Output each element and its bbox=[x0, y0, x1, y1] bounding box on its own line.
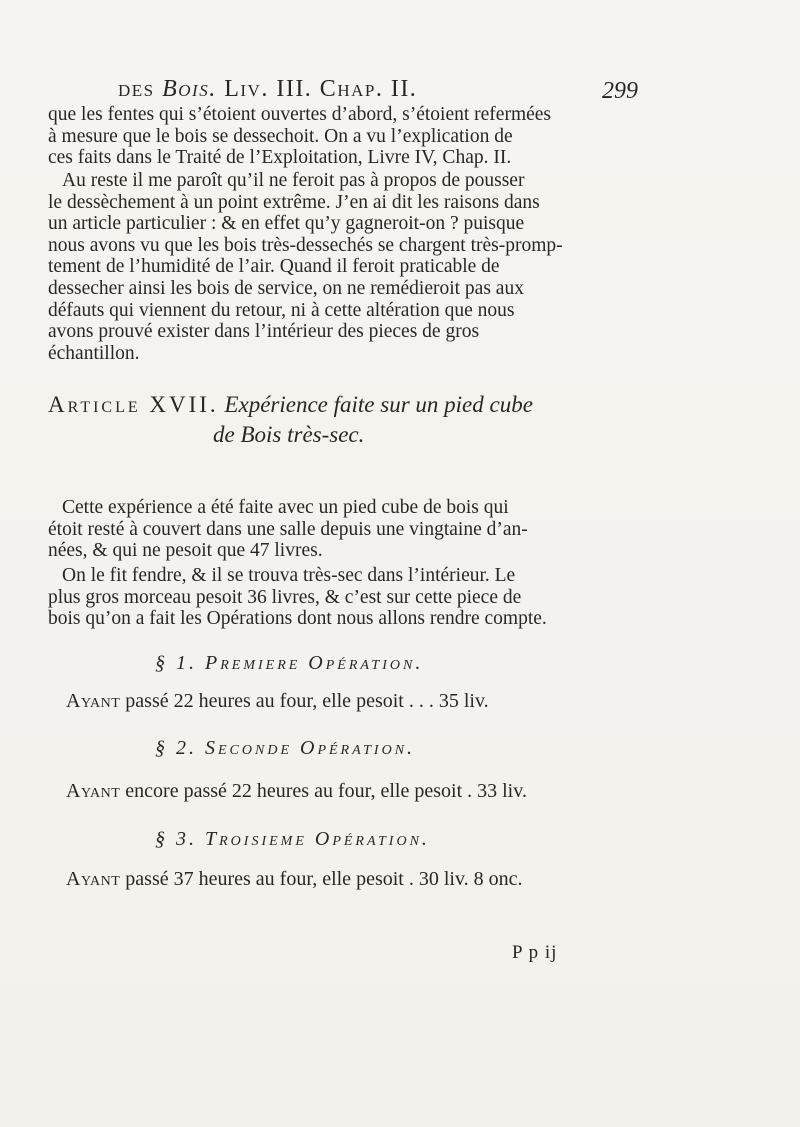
running-title-italic: Bois. bbox=[162, 76, 217, 102]
section-heading-1 bbox=[155, 652, 423, 675]
operation-line-1 bbox=[66, 690, 489, 713]
text-line: Cette expérience a été faite avec un pied cube de bois qui bbox=[62, 497, 509, 518]
operation-lead: Ayant bbox=[66, 690, 121, 712]
article-title-line-2: de Bois très-sec. bbox=[213, 422, 365, 447]
operation-text: encore passé 22 heures au four, elle pesoit . 33 liv. bbox=[125, 780, 527, 802]
text-line: dessecher ainsi les bois de service, on ne remédieroit pas aux bbox=[48, 277, 524, 299]
text-line: défauts qui viennent du retour, ni à cette altération que nous bbox=[48, 299, 515, 321]
operation-lead: Ayant bbox=[66, 780, 121, 802]
section-heading-text: § 3. Troisieme Opération. bbox=[155, 828, 430, 850]
article-title-line-1: Expérience faite sur un pied cube bbox=[224, 392, 533, 417]
text-line: que les fentes qui s’étoient ouvertes d’abord, s’étoient refermées bbox=[48, 104, 552, 125]
signature-mark: P p ij bbox=[512, 942, 558, 963]
text-line: On le fit fendre, & il se trouva très-sec dans l’intérieur. Le bbox=[62, 565, 516, 586]
operation-text: passé 22 heures au four, elle pesoit . . . 35 liv. bbox=[125, 690, 489, 712]
text-line: un article particulier : & en effet qu’y gagneroit-on ? puisque bbox=[48, 213, 525, 235]
text-line: Au reste il me paroît qu’il ne feroit pas à propos de pousser bbox=[62, 170, 525, 191]
paragraph-1 bbox=[48, 104, 752, 169]
operation-text: passé 37 heures au four, elle pesoit . 30 liv. 8 onc. bbox=[125, 868, 523, 890]
running-title-rest: Liv. III. Chap. II. bbox=[224, 76, 418, 102]
article-heading bbox=[48, 390, 752, 450]
text-line: le dessèchement à un point extrême. J’en ai dit les raisons dans bbox=[48, 191, 540, 213]
text-line: plus gros morceau pesoit 36 livres, & c’est sur cette piece de bbox=[48, 586, 522, 608]
paragraph-2 bbox=[48, 170, 752, 364]
text-line: tement de l’humidité de l’air. Quand il feroit praticable de bbox=[48, 256, 500, 278]
operation-line-2 bbox=[66, 780, 527, 803]
section-heading-2 bbox=[155, 737, 415, 760]
section-heading-text: § 2. Seconde Opération. bbox=[155, 737, 416, 759]
section-heading-3 bbox=[155, 828, 430, 851]
text-line: à mesure que le bois se dessechoit. On a vu l’explication de bbox=[48, 125, 513, 147]
text-line: échantillon. bbox=[48, 342, 140, 364]
paragraph-3 bbox=[48, 497, 752, 562]
text-line: bois qu’on a fait les Opérations dont nous allons rendre compte. bbox=[48, 608, 547, 630]
operation-lead: Ayant bbox=[66, 868, 121, 890]
text-line: ces faits dans le Traité de l’Exploitation, Livre IV, Chap. II. bbox=[48, 147, 512, 169]
page-number: 299 bbox=[602, 78, 638, 104]
article-label: Article XVII. bbox=[48, 392, 219, 417]
text-line: avons prouvé exister dans l’intérieur des pieces de gros bbox=[48, 321, 480, 343]
section-heading-text: § 1. Premiere Opération. bbox=[155, 652, 424, 674]
text-line: nous avons vu que les bois très-dessechés se chargent très-promp- bbox=[48, 234, 563, 256]
running-title bbox=[118, 76, 417, 103]
text-line: étoit resté à couvert dans une salle depuis une vingtaine d’an- bbox=[48, 518, 528, 540]
operation-line-3 bbox=[66, 868, 523, 891]
running-title-prefix: des bbox=[118, 76, 155, 102]
text-line: nées, & qui ne pesoit que 47 livres. bbox=[48, 540, 323, 562]
paragraph-4 bbox=[48, 565, 752, 630]
